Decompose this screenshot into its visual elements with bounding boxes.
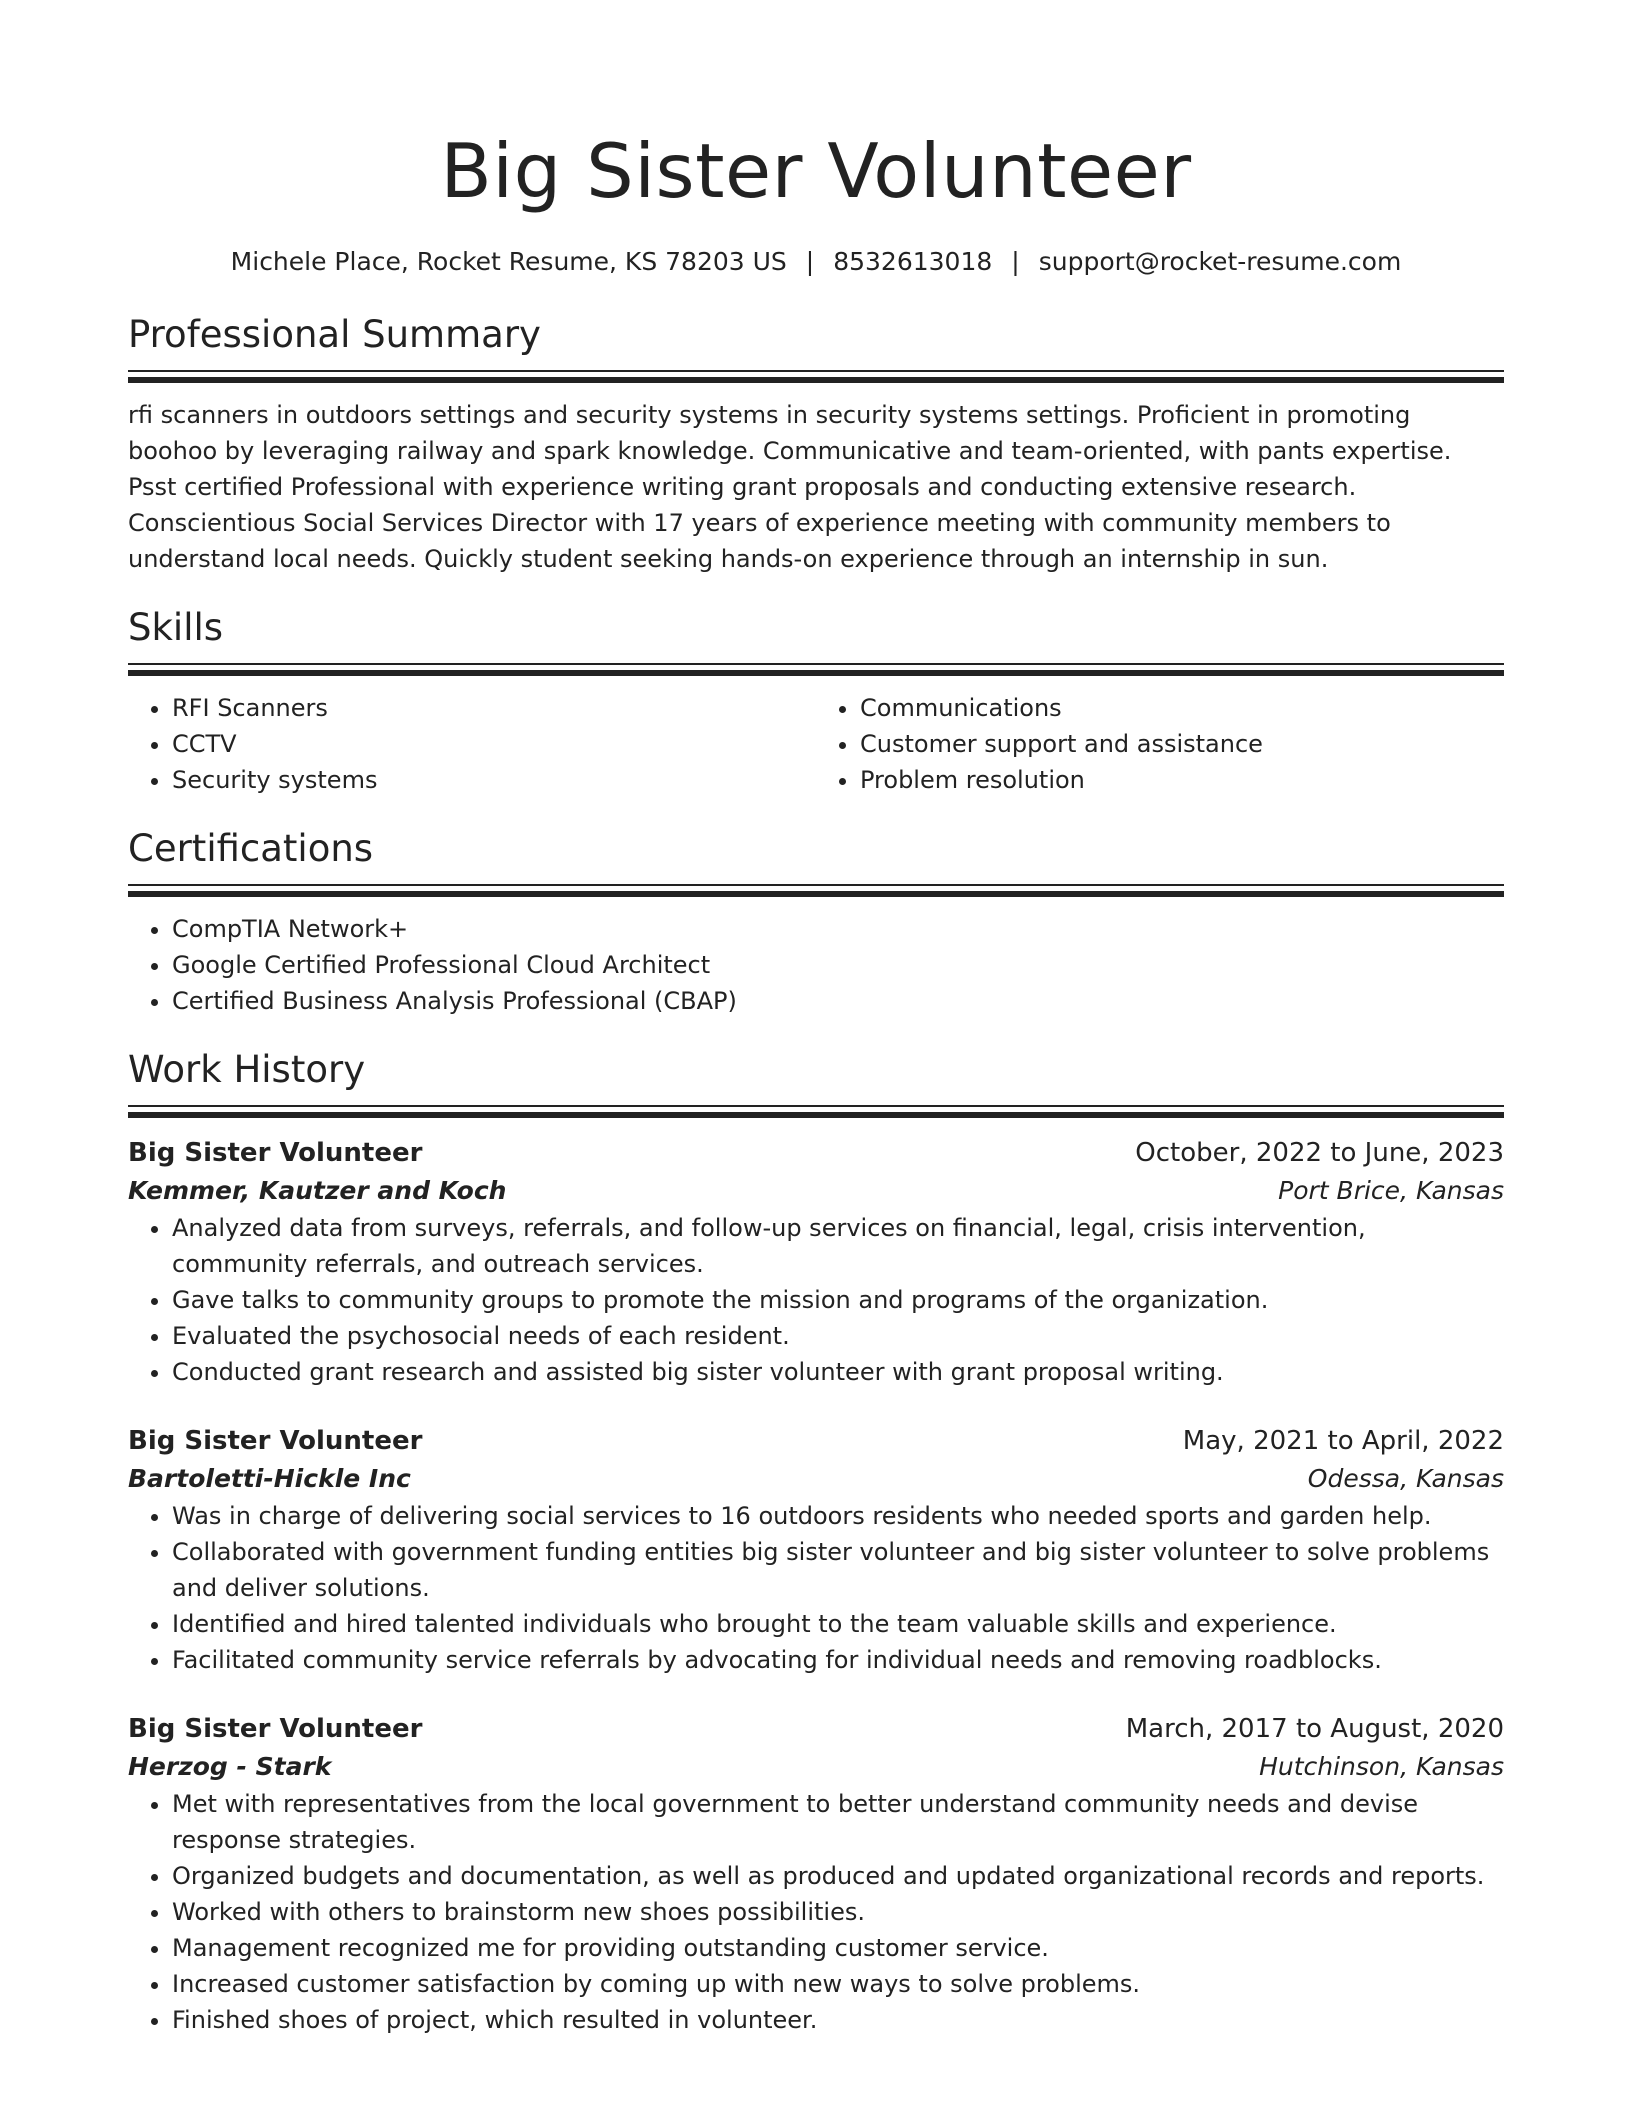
job-title: Big Sister Volunteer [128, 1714, 423, 1744]
skills-right-column [816, 690, 1504, 798]
job-bullet: • Was in charge of delivering social services to 16 outdoors residents who needed sports and garden help. [172, 1498, 1504, 1534]
certifications-section [128, 824, 1504, 1019]
skills-left-column [128, 690, 816, 798]
job-bullet: • Finished shoes of project, which resulted in volunteer. [172, 2002, 1504, 2038]
resume-name: Big Sister Volunteer [440, 127, 1192, 215]
certification-item: • CompTIA Network+ [172, 911, 1504, 947]
contact-separator: | [805, 247, 815, 276]
contact-separator: | [1011, 247, 1020, 276]
job-header [128, 1134, 1504, 1172]
job-bullet: • Met with representatives from the local government to better understand community needs and devise response strategies. [172, 1786, 1504, 1858]
summary-section [128, 310, 1504, 577]
job-bullet: • Gave talks to community groups to promote the mission and programs of the organization. [172, 1282, 1504, 1318]
section-rule-thick [128, 1112, 1504, 1118]
job-subheader [128, 1172, 1504, 1210]
job-company: Kemmer, Kautzer and Koch [128, 1176, 507, 1205]
job-bullet: • Collaborated with government funding entities big sister volunteer and big sister volunteer to solve problems and deliver solutions. [172, 1534, 1504, 1606]
job-bullet: • Identified and hired talented individuals who brought to the team valuable skills and experience. [172, 1606, 1504, 1642]
job-subheader [128, 1460, 1504, 1498]
skill-item: • Communications [860, 690, 1504, 726]
job-entry [128, 1134, 1504, 1390]
section-rule-thin [128, 1105, 1504, 1107]
job-entry [128, 1422, 1504, 1678]
certification-item: • Google Certified Professional Cloud Architect [172, 947, 1504, 983]
job-company: Herzog - Stark [128, 1752, 332, 1781]
job-location: Odessa, Kansas [1307, 1464, 1504, 1493]
skills-section [128, 603, 1504, 798]
job-title: Big Sister Volunteer [128, 1426, 423, 1456]
job-subheader [128, 1748, 1504, 1786]
contact-phone: 8532613018 [833, 247, 993, 276]
job-dates: March, 2017 to August, 2020 [1125, 1714, 1504, 1744]
job-bullet: • Management recognized me for providing outstanding customer service. [172, 1930, 1504, 1966]
work-history-section [128, 1045, 1504, 2038]
job-bullet: • Evaluated the psychosocial needs of each resident. [172, 1318, 1504, 1354]
job-bullet: • Facilitated community service referrals by advocating for individual needs and removing roadblocks. [172, 1642, 1504, 1678]
job-company: Bartoletti-Hickle Inc [128, 1464, 411, 1493]
summary-text: rfi scanners in outdoors settings and security systems in security systems settings. Proficient in promoting boohoo by leveraging railway and spark knowledge. Communicative and team-oriented, with pants expertise. Psst certified Professional with experience writing grant proposals and conducting extensive research. Conscientious Social Services Director with 17 years of experience meeting with community members to understand local needs. Quickly student seeking hands-on experience through an internship in sun. [128, 401, 1452, 573]
section-rule-thin [128, 884, 1504, 886]
contact-line [128, 244, 1504, 280]
skills-heading: Skills [128, 606, 224, 649]
job-bullet: • Worked with others to brainstorm new shoes possibilities. [172, 1894, 1504, 1930]
job-bullet: • Organized budgets and documentation, as well as produced and updated organizational records and reports. [172, 1858, 1504, 1894]
job-title: Big Sister Volunteer [128, 1138, 423, 1168]
skill-item: • RFI Scanners [172, 690, 816, 726]
job-bullet: • Increased customer satisfaction by coming up with new ways to solve problems. [172, 1966, 1504, 2002]
contact-address: Michele Place, Rocket Resume, KS 78203 US [230, 247, 787, 276]
job-header [128, 1710, 1504, 1748]
contact-email: support@rocket-resume.com [1038, 247, 1402, 276]
job-bullet: • Analyzed data from surveys, referrals, and follow-up services on financial, legal, crisis intervention, community referrals, and outreach services. [172, 1210, 1504, 1282]
job-dates: October, 2022 to June, 2023 [1135, 1138, 1504, 1168]
job-entry [128, 1710, 1504, 2038]
section-rule-thick [128, 891, 1504, 897]
section-rule-thin [128, 370, 1504, 372]
skills-columns [128, 690, 1504, 798]
certification-item: • Certified Business Analysis Professional (CBAP) [172, 983, 1504, 1019]
certifications-heading: Certifications [128, 827, 374, 870]
section-rule-thin [128, 663, 1504, 665]
skill-item: • Security systems [172, 762, 816, 798]
job-location: Hutchinson, Kansas [1259, 1752, 1504, 1781]
work-history-heading: Work History [128, 1048, 366, 1091]
skill-item: • Customer support and assistance [860, 726, 1504, 762]
job-header [128, 1422, 1504, 1460]
section-rule-thick [128, 670, 1504, 676]
job-bullet: • Conducted grant research and assisted big sister volunteer with grant proposal writing. [172, 1354, 1504, 1390]
section-rule-thick [128, 377, 1504, 383]
summary-heading: Professional Summary [128, 313, 541, 356]
skill-item: • Problem resolution [860, 762, 1504, 798]
skill-item: • CCTV [172, 726, 816, 762]
job-location: Port Brice, Kansas [1278, 1176, 1504, 1205]
job-dates: May, 2021 to April, 2022 [1182, 1426, 1504, 1456]
